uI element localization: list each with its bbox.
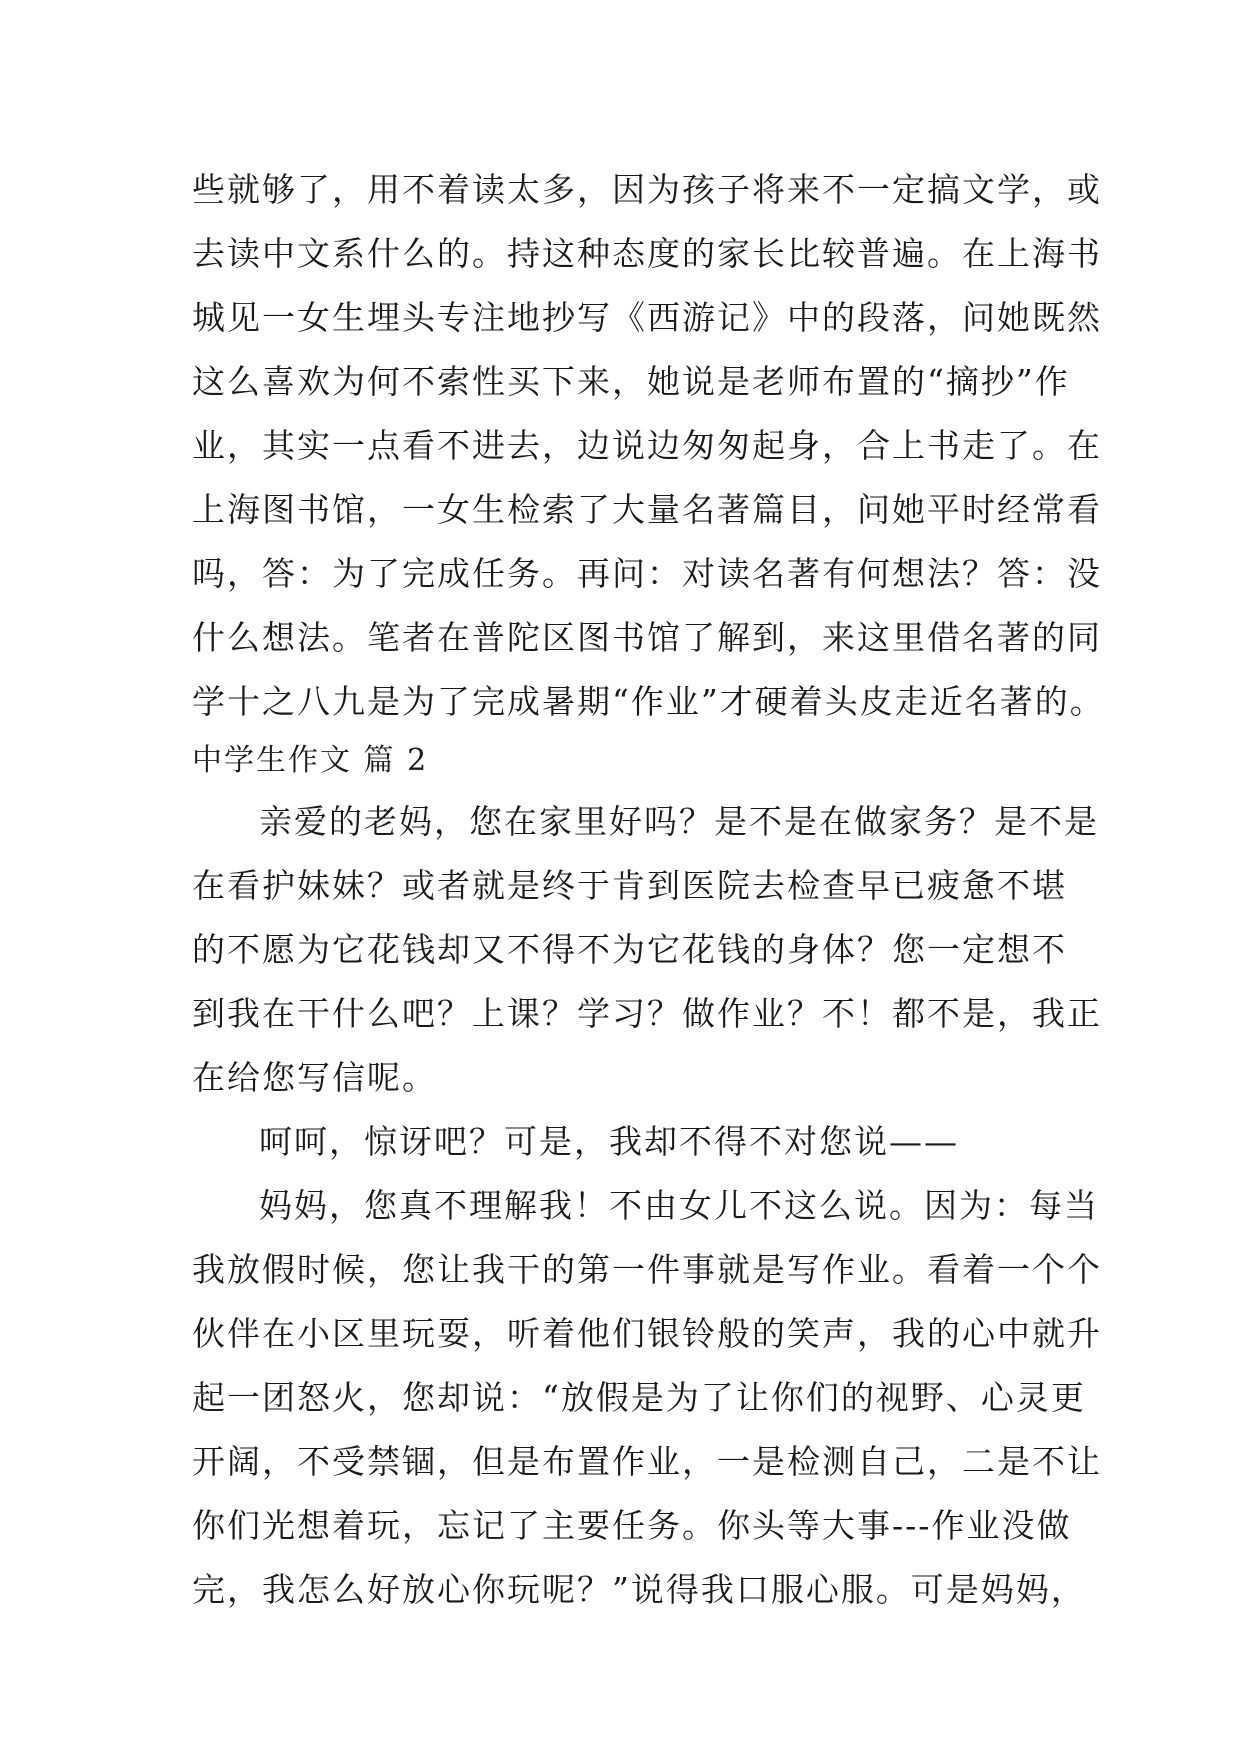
text-line: 伙伴在小区里玩耍，听着他们银铃般的笑声，我的心中就升 (192, 1314, 1102, 1353)
text-line: 到我在干什么吧？上课？学习？做作业？不！都不是，我正 (192, 994, 1102, 1033)
paragraph-first-line: 亲爱的老妈，您在家里好吗？是不是在做家务？是不是 (259, 802, 1099, 841)
text-line: 城见一女生埋头专注地抄写《西游记》中的段落，问她既然 (192, 298, 1102, 337)
text-line: 业，其实一点看不进去，边说边匆匆起身，合上书走了。在 (192, 426, 1102, 465)
letter-body (192, 790, 1102, 1622)
text-line: 什么想法。笔者在普陀区图书馆了解到，来这里借名著的同 (192, 618, 1102, 657)
text-line: 在给您写信呢。 (192, 1058, 437, 1097)
text-line: 这么喜欢为何不索性买下来，她说是老师布置的“摘抄”作 (192, 362, 1070, 401)
text-line: 些就够了，用不着读太多，因为孩子将来不一定搞文学，或 (192, 170, 1102, 209)
paragraph-first-line: 妈妈，您真不理解我！不由女儿不这么说。因为：每当 (259, 1186, 1099, 1225)
text-line: 开阔，不受禁锢，但是布置作业，一是检测自己，二是不让 (192, 1442, 1102, 1481)
text-line: 去读中文系什么的。持这种态度的家长比较普遍。在上海书 (192, 234, 1102, 273)
text-line: 完，我怎么好放心你玩呢？”说得我口服心服。可是妈妈， (192, 1570, 1086, 1609)
text-line: 学十之八九是为了完成暑期“作业”才硬着头皮走近名著的。 (192, 682, 1105, 721)
text-line: 的不愿为它花钱却又不得不为它花钱的身体？您一定想不 (192, 930, 1067, 969)
text-line: 上海图书馆，一女生检索了大量名著篇目，问她平时经常看 (192, 490, 1102, 529)
continuation-paragraph (192, 158, 1105, 734)
text-line: 在看护妹妹？或者就是终于肯到医院去检查早已疲惫不堪 (192, 866, 1067, 905)
paragraph-first-line: 呵呵，惊讶吧？可是，我却不得不对您说—— (259, 1122, 959, 1161)
text-line: 起一团怒火，您却说：“放假是为了让你们的视野、心灵更 (192, 1378, 1086, 1417)
section-heading: 中学生作文 篇 2 (192, 743, 429, 778)
text-line: 我放假时候，您让我干的第一件事就是写作业。看着一个个 (192, 1250, 1102, 1289)
text-line: 你们光想着玩，忘记了主要任务。你头等大事---作业没做 (192, 1506, 1072, 1545)
text-line: 吗，答：为了完成任务。再问：对读名著有何想法？答：没 (192, 554, 1102, 593)
